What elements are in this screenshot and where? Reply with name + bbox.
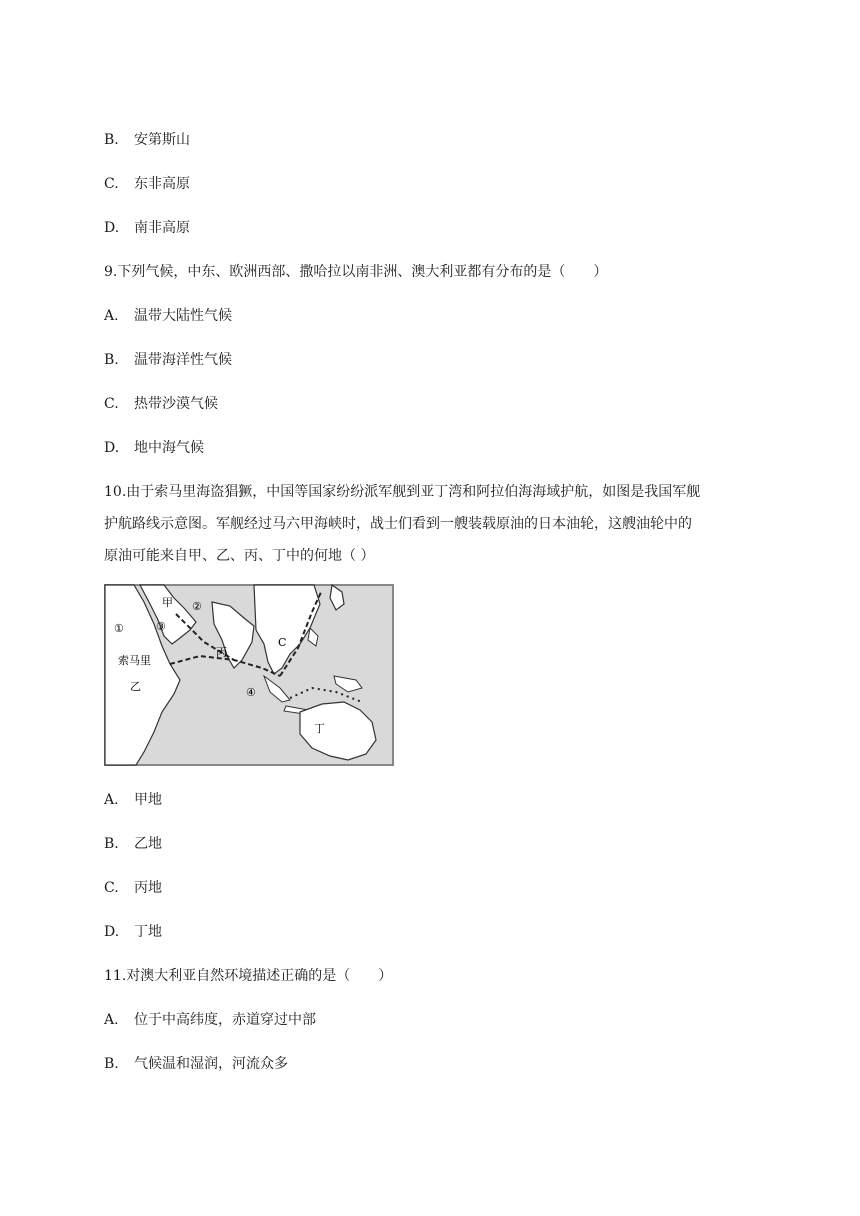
label-marker-4: ④ [246, 686, 256, 699]
label-c: C [278, 636, 287, 649]
option-label: C. [104, 176, 119, 192]
label-marker-3: ③ [156, 620, 166, 633]
option-text: 丙地 [134, 880, 162, 896]
q11-option-b [104, 1054, 288, 1074]
option-label: D. [104, 220, 120, 236]
q11-stem: 11.对澳大利亚自然环境描述正确的是（ ） [104, 968, 393, 984]
q10-stem-line-2: 护航路线示意图。军舰经过马六甲海峡时，战士们看到一艘装载原油的日本油轮，这艘油轮中的 [104, 516, 692, 532]
option-text: 乙地 [134, 836, 162, 852]
option-text: 甲地 [134, 792, 162, 808]
q10-stem-line-3: 原油可能来自甲、乙、丙、丁中的何地（ ） [104, 548, 375, 564]
label-somalia: 索马里 [118, 654, 151, 667]
q9-option-b [104, 350, 232, 370]
option-text: 温带海洋性气候 [134, 352, 232, 368]
label-bing: 丙 [216, 646, 227, 659]
q9-option-c [104, 394, 218, 414]
option-label: C. [104, 396, 119, 412]
option-label: B. [104, 1056, 119, 1072]
option-text: 地中海气候 [134, 440, 204, 456]
option-label: B. [104, 132, 119, 148]
option-label: D. [104, 440, 120, 456]
option-label: C. [104, 880, 119, 896]
option-text: 热带沙漠气候 [134, 396, 218, 412]
q11-option-a [104, 1010, 316, 1030]
q8-option-b [104, 130, 190, 150]
label-ding: 丁 [314, 722, 325, 735]
option-text: 温带大陆性气候 [134, 308, 232, 324]
q8-option-c [104, 174, 190, 194]
label-yi: 乙 [130, 680, 141, 693]
q9-option-d [104, 438, 204, 458]
label-jia: 甲 [162, 596, 173, 609]
option-text: 丁地 [134, 924, 162, 940]
escort-route-map [104, 584, 394, 766]
option-text: 东非高原 [134, 176, 190, 192]
option-label: B. [104, 352, 119, 368]
option-text: 位于中高纬度，赤道穿过中部 [134, 1012, 316, 1028]
option-label: A. [104, 1012, 119, 1028]
option-text: 南非高原 [134, 220, 190, 236]
q10-option-c [104, 878, 162, 898]
q9-stem: 9.下列气候，中东、欧洲西部、撒哈拉以南非洲、澳大利亚都有分布的是（ ） [104, 264, 608, 280]
option-label: B. [104, 836, 119, 852]
option-label: D. [104, 924, 120, 940]
q8-option-d [104, 218, 190, 238]
option-label: A. [104, 792, 119, 808]
option-text: 安第斯山 [134, 132, 190, 148]
label-marker-2: ② [192, 600, 202, 613]
option-text: 气候温和湿润，河流众多 [134, 1056, 288, 1072]
label-marker-1: ① [114, 622, 124, 635]
q10-option-d [104, 922, 162, 942]
q9-option-a [104, 306, 232, 326]
q10-option-a [104, 790, 162, 810]
q10-stem-line-1: 10.由于索马里海盗猖獗，中国等国家纷纷派军舰到亚丁湾和阿拉伯海海域护航，如图是我国军舰 [104, 484, 701, 500]
q10-option-b [104, 834, 162, 854]
option-label: A. [104, 308, 119, 324]
